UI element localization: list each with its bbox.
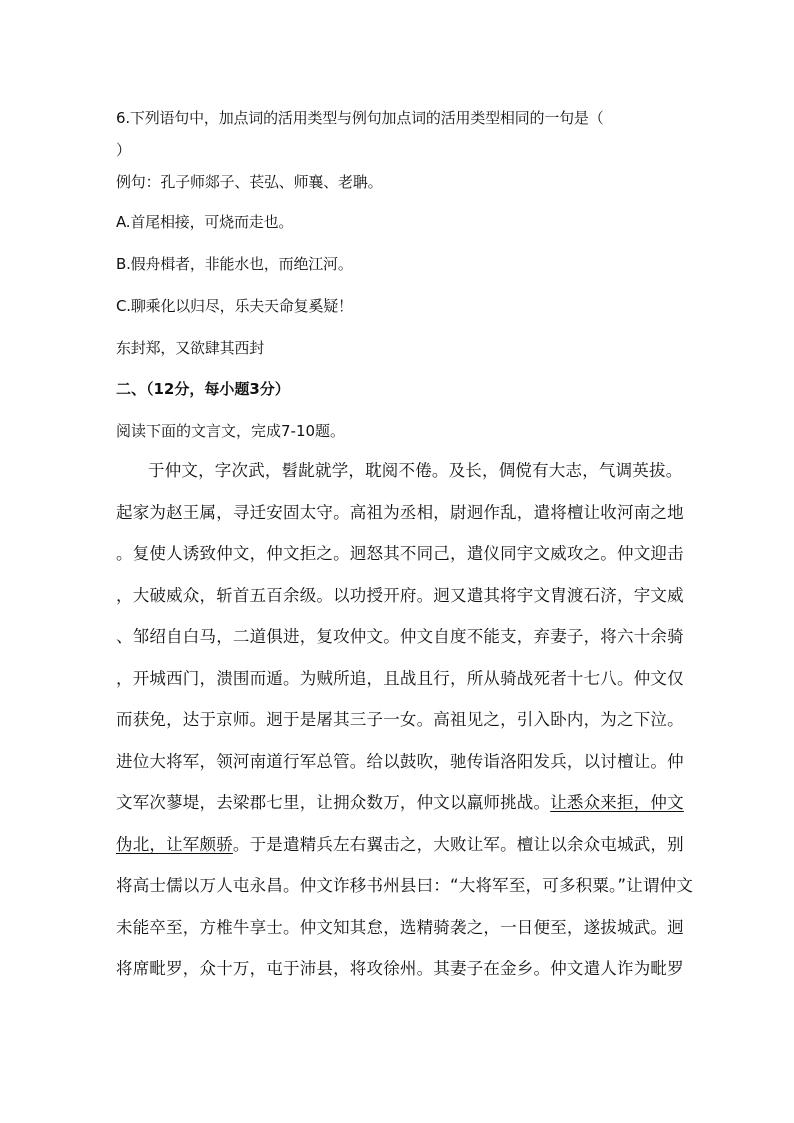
- passage-line: 将席毗罗，众十万，屯于沛县，将攻徐州。其妻子在金乡。仲文遣人诈为毗罗: [116, 959, 684, 978]
- passage-line: [116, 793, 684, 813]
- passage-text: 文军次蓼堤，去梁郡七里，让拥众数万，仲文以羸师挑战。: [116, 793, 551, 812]
- question-6-stem-line-2: ）: [116, 141, 131, 159]
- passage-line: 而获免，达于京师。迥于是屠其三子一女。高祖见之，引入卧内，为之下泣。: [116, 710, 684, 729]
- question-6-option-a: A.首尾相接，可烧而走也。: [116, 213, 294, 231]
- question-6-stem-line-1: 6.下列语句中，加点词的活用类型与例句加点词的活用类型相同的一句是（: [116, 109, 604, 127]
- passage-text: 。于是遣精兵左右翼击之，大败让军。檀让以余众屯城武，别: [232, 835, 684, 854]
- question-6-example: 例句：孔子师郯子、苌弘、师襄、老聃。: [116, 173, 383, 191]
- underlined-sentence: 让悉众来拒，仲文: [550, 793, 684, 812]
- passage-line: ，开城西门，溃围而遁。为贼所追，且战且行，所从骑战死者十七八。仲文仅: [116, 669, 684, 688]
- passage-line: 于仲文，字次武，髫龀就学，耽阅不倦。及长，倜傥有大志，气调英拔。: [148, 461, 683, 480]
- passage-line: 进位大将军，领河南道行军总管。给以鼓吹，驰传诣洛阳发兵，以讨檀让。仲: [116, 752, 684, 771]
- passage-line: 。复使人诱致仲文，仲文拒之。迥怒其不同己，遣仪同宇文威攻之。仲文迎击: [116, 544, 684, 563]
- section-2-instruction: 阅读下面的文言文，完成7-10题。: [116, 422, 346, 440]
- passage-line: ，大破威众，斩首五百余级。以功授开府。迥又遣其将宇文胄渡石济，宇文威: [116, 586, 684, 605]
- passage-line: 未能卒至，方椎牛享士。仲文知其怠，选精骑袭之，一日便至，遂拔城武。迥: [116, 918, 684, 937]
- section-2-heading: 二、（12分，每小题3分）: [116, 380, 290, 398]
- question-6-option-d: 东封郑，又欲肆其西封: [116, 339, 265, 357]
- passage-line: [116, 835, 684, 855]
- underlined-sentence: 伪北，让军颇骄: [116, 835, 233, 854]
- passage-line: 、邹绍自白马，二道俱进，复攻仲文。仲文自度不能支，弃妻子，将六十余骑: [116, 627, 684, 646]
- passage-line: 起家为赵王属，寻迁安固太守。高祖为丞相，尉迥作乱，遣将檀让收河南之地: [116, 503, 684, 522]
- passage-line: 将高士儒以万人屯永昌。仲文诈移书州县曰：“大将军至，可多积粟。”让谓仲文: [116, 876, 694, 895]
- question-6-option-b: B.假舟楫者，非能水也，而绝江河。: [116, 255, 353, 273]
- question-6-option-c: C.聊乘化以归尽，乐夫天命复奚疑！: [116, 297, 353, 315]
